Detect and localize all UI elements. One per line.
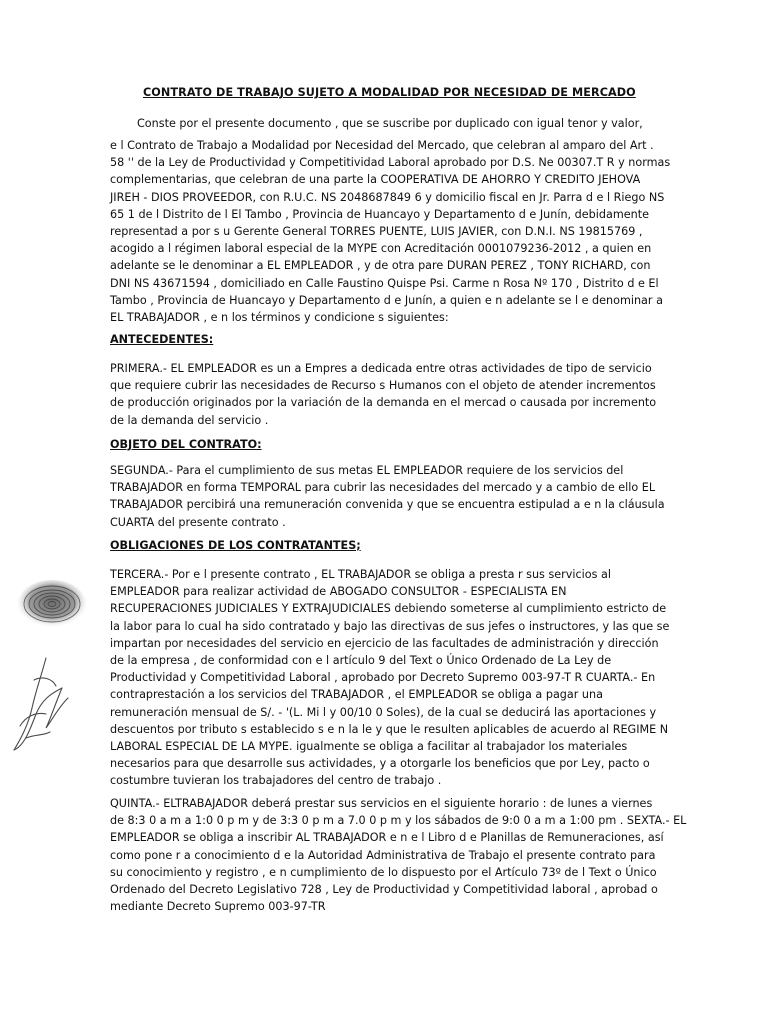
clause-line: TERCERA.- Por e l presente contrato , EL TRABAJADOR se obliga a presta r sus servicios al: [110, 568, 611, 581]
clause-line: SEGUNDA.- Para el cumplimiento de sus metas EL EMPLEADOR requiere de los servicios del: [110, 464, 624, 477]
clause-line: EMPLEADOR para realizar actividad de ABOGADO CONSULTOR - ESPECIALISTA EN: [110, 585, 567, 599]
clause-line: la labor para lo cual ha sido contratado y bajo las directivas de sus jefes o instructores, y las que se: [110, 619, 670, 633]
clause-line: CUARTA del presente contrato .: [110, 515, 286, 529]
clause-line: mediante Decreto Supremo 003-97-TR: [110, 900, 326, 914]
clause-line: su conocimiento y registro , e n cumplimiento de lo dispuesto por el Artículo 73º de l Text o Único: [110, 865, 657, 879]
paragraph-line: e l Contrato de Trabajo a Modalidad por Necesidad del Mercado, que celebran al amparo del Art .: [110, 139, 654, 152]
clause-line: TRABAJADOR en forma TEMPORAL para cubrir las necesidades del mercado y a cambio de ello EL: [110, 481, 656, 495]
heading-obligaciones: OBLIGACIONES DE LOS CONTRATANTES;: [110, 539, 361, 552]
clause-quinta: [110, 795, 687, 915]
clause-line: PRIMERA.- EL EMPLEADOR es un a Empres a dedicada entre otras actividades de tipo de servicio: [110, 362, 652, 375]
clause-primera: [110, 360, 657, 429]
paragraph-line: representad a por s u Gerente General TORRES PUENTE, LUIS JAVIER, con D.N.I. NS 19815769 ,: [110, 225, 643, 239]
clause-line: de 8:3 0 a m a 1:0 0 p m y de 3:3 0 p m a 7.0 0 p m y los sábados de 9:0 0 a m a 1:00 pm . SEXTA.- EL: [110, 814, 687, 828]
clause-line: costumbre tuvieran los trabajadores del centro de trabajo .: [110, 774, 442, 788]
clause-line: QUINTA.- ELTRABAJADOR deberá prestar sus servicios en el siguiente horario : de lunes a viernes: [110, 797, 653, 810]
clause-line: TRABAJADOR percibirá una remuneración convenida y que se encuentra estipulad a e n la cláusula: [110, 498, 665, 512]
paragraph-line: adelante se le denominar a EL EMPLEADOR , y de otra pare DURAN PEREZ , TONY RICHARD, con: [110, 259, 651, 273]
clause-line: descuentos por tributo s establecido s e n la le y que le resulten aplicables de acuerdo al REGIME N: [110, 722, 669, 736]
opening-paragraph: [110, 137, 671, 326]
signature-icon: [6, 650, 76, 760]
paragraph-line: Tambo , Provincia de Huancayo y Departamento d e Junín, a quien e n adelante se l e denominar a: [110, 293, 663, 307]
intro-paragraph: [137, 115, 661, 132]
clause-segunda: [110, 462, 665, 531]
clause-line: impartan por necesidades del servicio en ejercicio de las facultades de administración y dirección: [110, 636, 659, 650]
clause-line: que requiere cubrir las necesidades de Recurso s Humanos con el objeto de atender incrementos: [110, 379, 656, 393]
clause-line: remuneración mensual de S/. - '(L. Mi l y 00/10 0 Soles), de la cual se deducirá las aportaciones y: [110, 705, 657, 719]
clause-line: LABORAL ESPECIAL DE LA MYPE. igualmente se obliga a facilitar al trabajador los materiales: [110, 740, 628, 754]
clause-tercera: [110, 566, 670, 790]
clause-line: de la demanda del servicio .: [110, 413, 269, 427]
paragraph-line: EL TRABAJADOR , e n los términos y condicione s siguientes:: [110, 311, 449, 325]
paragraph-line: 65 1 de l Distrito de l El Tambo , Provincia de Huancayo y Departamento d e Junín, debidamente: [110, 207, 649, 221]
paragraph-line: 58 '' de la Ley de Productividad y Competitividad Laboral aprobado por D.S. Ne 00307.T R y normas: [110, 156, 671, 170]
clause-line: Productividad y Competitividad Laboral , aprobado por Decreto Supremo 003-97-T R CUARTA.- En: [110, 671, 656, 685]
intro-line: Conste por el presente documento , que se suscribe por duplicado con igual tenor y valor,: [137, 117, 643, 130]
clause-line: contraprestación a los servicios del TRABAJADOR , el EMPLEADOR se obliga a pagar una: [110, 688, 603, 702]
paragraph-line: JIREH - DIOS PROVEEDOR, con R.U.C. NS 2048687849 6 y domicilio fiscal en Jr. Parra d e l Riego NS: [110, 190, 665, 204]
paragraph-line: acogido a l régimen laboral especial de la MYPE con Acreditación 0001079236-2012 , a quien en: [110, 242, 652, 256]
clause-line: de la empresa , de conformidad con e l artículo 9 del Text o Único Ordenado de La Ley de: [110, 654, 612, 668]
clause-line: necesarios para que desarrolle sus actividades, y a otorgarle los beneficios que por Ley, pacto o: [110, 757, 650, 771]
heading-objeto: OBJETO DEL CONTRATO:: [110, 438, 262, 451]
clause-line: de producción originados por la variación de la demanda en el mercad o causada por incremento: [110, 396, 657, 410]
clause-line: Ordenado del Decreto Legislativo 728 , Ley de Productividad y Competitividad laboral , aprobad o: [110, 883, 658, 897]
document-title: CONTRATO DE TRABAJO SUJETO A MODALIDAD POR NECESIDAD DE MERCADO: [143, 86, 636, 99]
heading-antecedentes: ANTECEDENTES:: [110, 333, 214, 346]
clause-line: RECUPERACIONES JUDICIALES Y EXTRAJUDICIALES debiendo someterse al cumplimiento estricto de: [110, 602, 667, 616]
paragraph-line: DNI NS 43671594 , domiciliado en Calle Faustino Quispe Psi. Carme n Rosa Nº 170 , Distrito d e El: [110, 276, 659, 290]
clause-line: EMPLEADOR se obliga a inscribir AL TRABAJADOR e n e l Libro d e Planillas de Remuneraciones, así: [110, 831, 664, 845]
clause-line: como pone r a conocimiento d e la Autoridad Administrativa de Trabajo el presente contrato para: [110, 848, 656, 862]
paragraph-line: complementarias, que celebran de una parte la COOPERATIVA DE AHORRO Y CREDITO JEHOVA: [110, 173, 641, 187]
